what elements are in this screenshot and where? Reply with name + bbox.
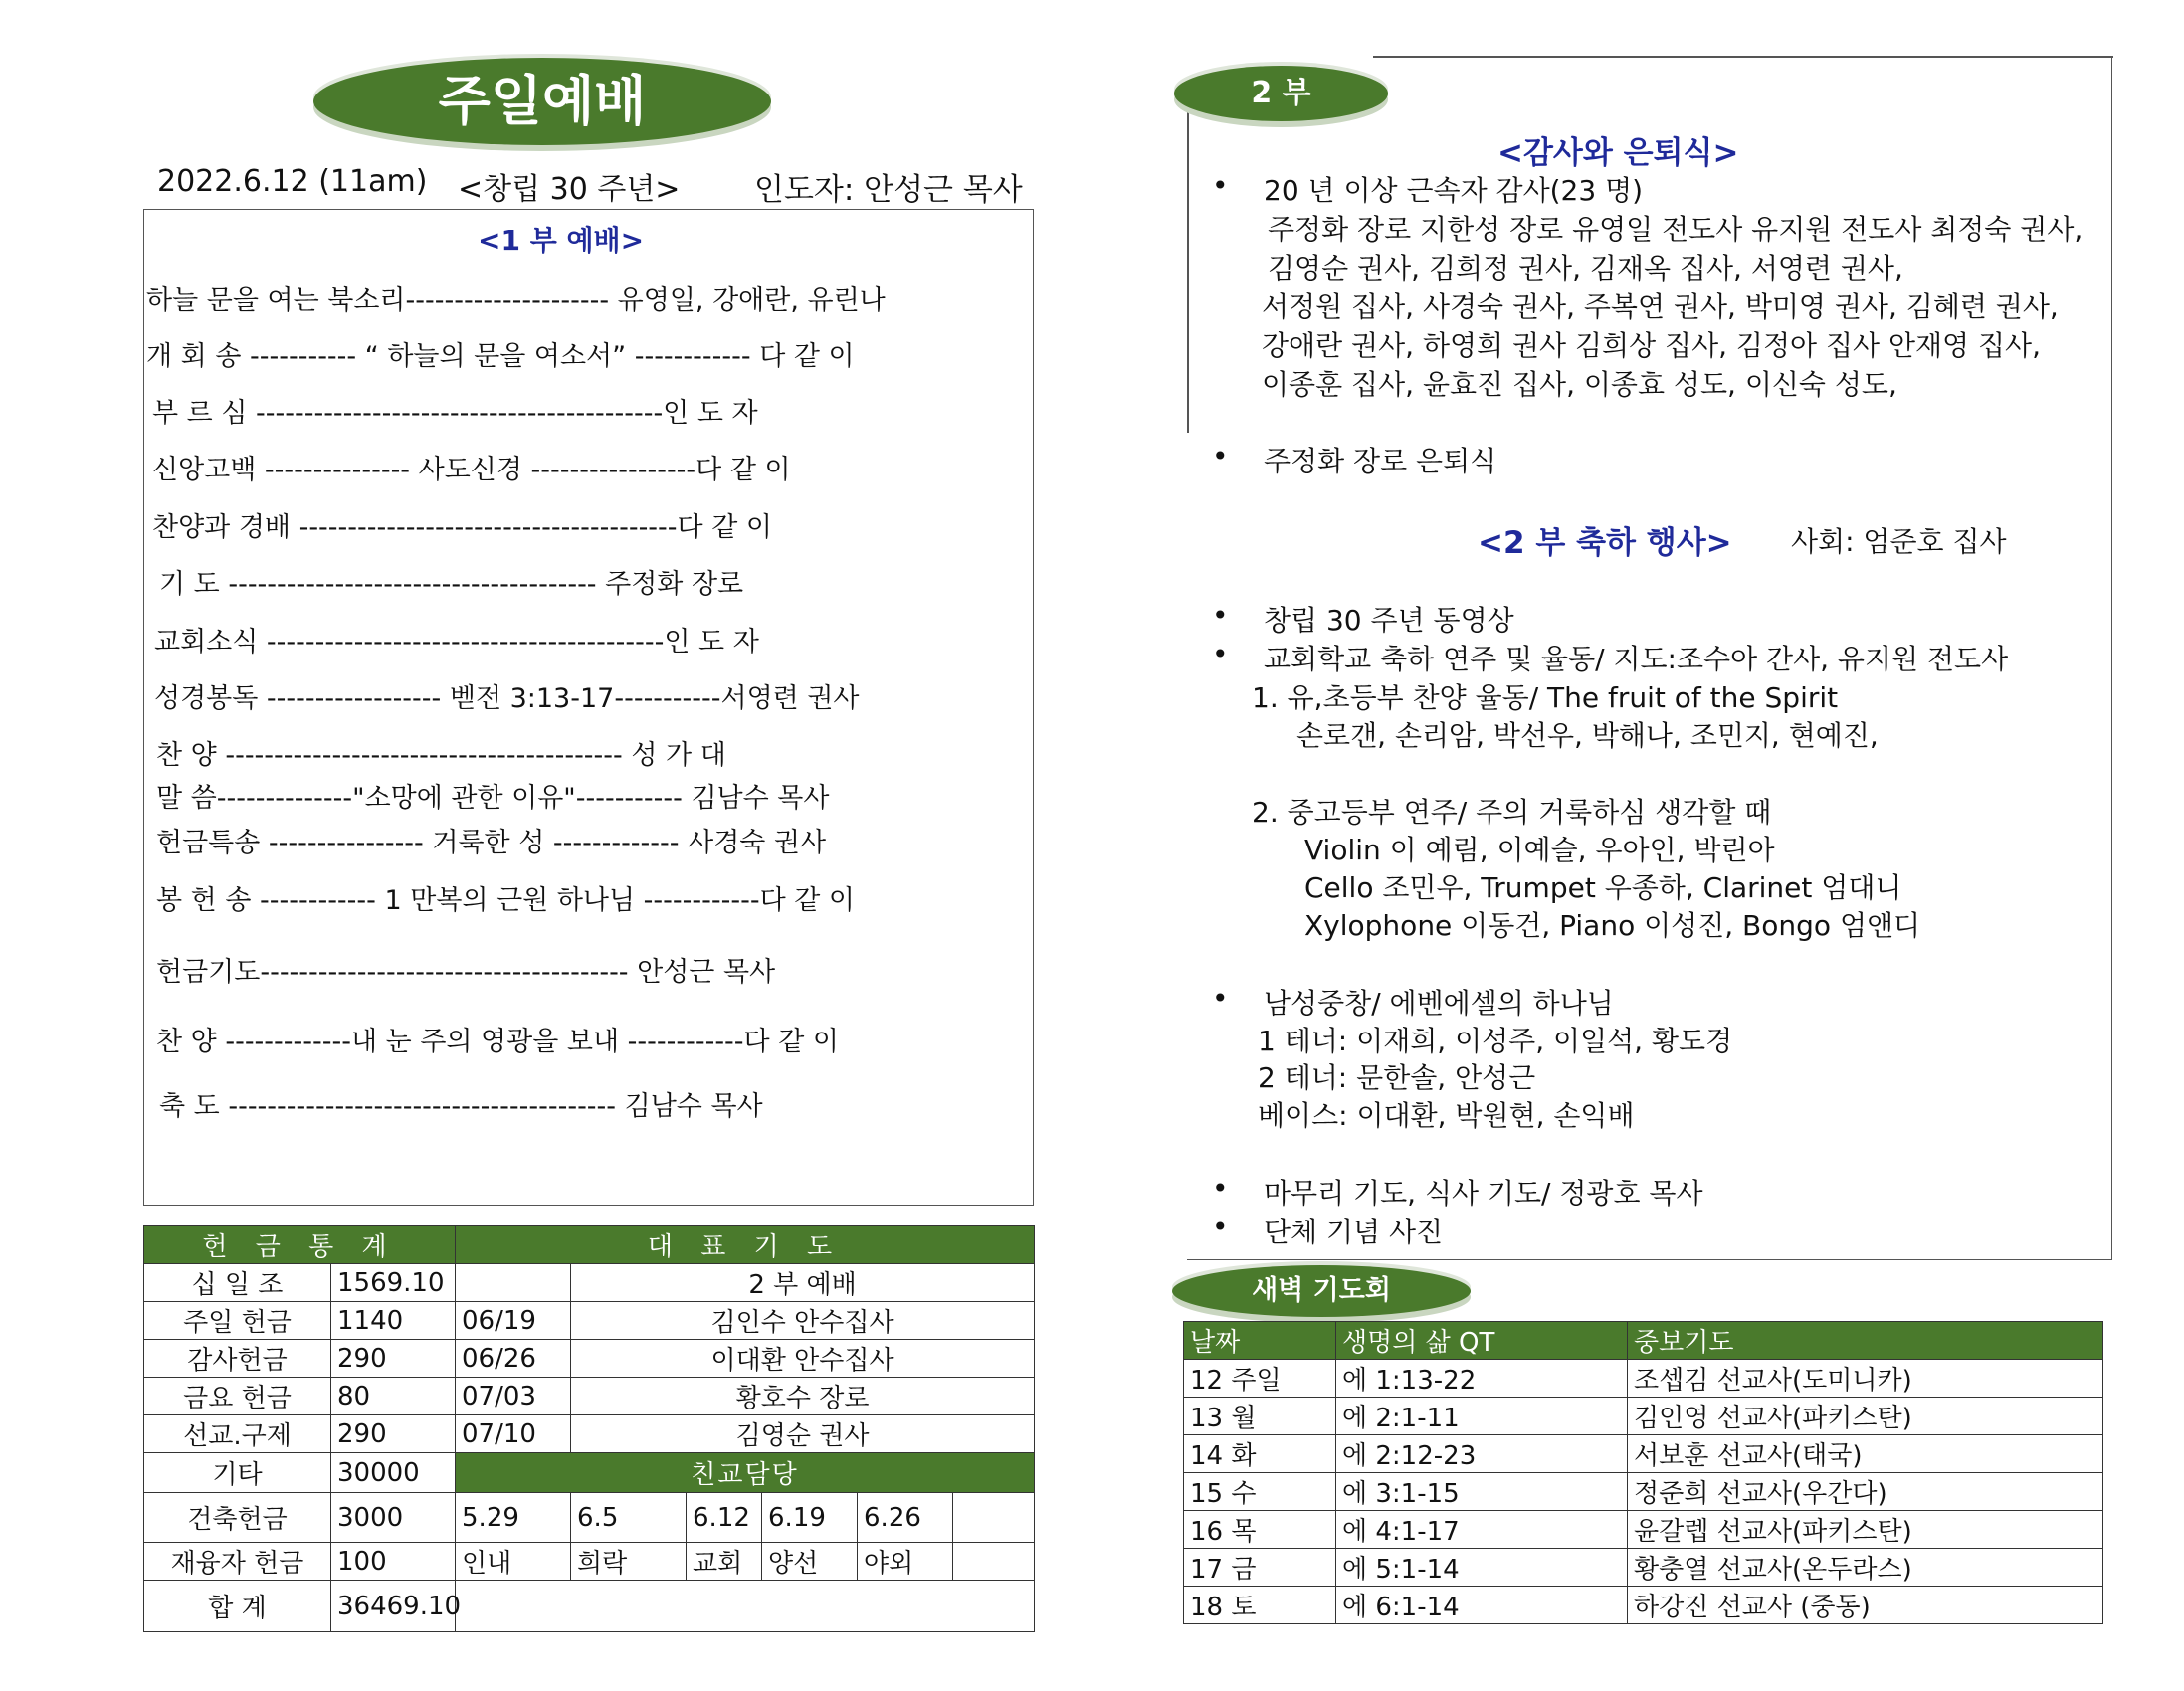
- table-row: [1184, 1435, 2103, 1473]
- order-item: 찬 양 ----------------------------------------- 성 가 대: [156, 740, 726, 771]
- event-item: 창립 30 주년 동영상: [1264, 604, 1514, 637]
- order-item: 찬 양 -------------내 눈 주의 영광을 보내 ------------다 같 이: [156, 1027, 839, 1057]
- dawn-date: 16 목: [1184, 1511, 1336, 1549]
- event-sub-names: Cello 조민우, Trumpet 우종하, Clarinet 엄대니: [1304, 871, 1902, 904]
- order-item: 신앙고백 --------------- 사도신경 -----------------다 같 이: [152, 455, 791, 485]
- offering-label: 십 일 조: [144, 1264, 331, 1302]
- offering-value: 3000: [331, 1493, 456, 1543]
- dawn-intercession: 정준희 선교사(우간다): [1628, 1473, 2103, 1511]
- part2-label: 2 부: [1251, 76, 1311, 110]
- offering-label: 금요 헌금: [144, 1378, 331, 1415]
- event-item: 교회학교 축하 연주 및 율동/ 지도:조수아 간사, 유지원 전도사: [1264, 643, 2009, 675]
- prayer-header: 대 표 기 도: [456, 1226, 1035, 1264]
- dawn-col-qt: 생명의 삶 QT: [1336, 1322, 1628, 1360]
- dawn-qt: 에 2:1-11: [1336, 1398, 1628, 1435]
- order-item: 봉 헌 송 ------------ 1 만복의 근원 하나님 ------------다 같 이: [156, 885, 855, 916]
- event-item: 단체 기념 사진: [1264, 1216, 1444, 1248]
- fellowship-name: 양선: [762, 1543, 858, 1581]
- offering-value: 100: [331, 1543, 456, 1581]
- order-item: 성경봉독 ------------------ 벧전 3:13-17-----------서영련 권사: [154, 683, 860, 714]
- dawn-date: 13 월: [1184, 1398, 1336, 1435]
- event-sub-names: Xylophone 이동건, Piano 이성진, Bongo 엄앤디: [1304, 909, 1921, 942]
- offering-label: 재융자 헌금: [144, 1543, 331, 1581]
- prayer-name: 이대환 안수집사: [571, 1340, 1035, 1378]
- offering-label: 선교.구제: [144, 1415, 331, 1453]
- host-label: 사회: 엄준호 집사: [1791, 525, 2007, 558]
- dawn-col-date: 날짜: [1184, 1322, 1336, 1360]
- prayer-name: 김인수 안수집사: [571, 1302, 1035, 1340]
- event-item: 마무리 기도, 식사 기도/ 정광호 목사: [1264, 1177, 1703, 1210]
- section-1-heading: <1 부 예배>: [478, 224, 645, 257]
- dawn-qt: 에 2:12-23: [1336, 1435, 1628, 1473]
- fellowship-date: 5.29: [456, 1493, 571, 1543]
- choir-names: 2 테너: 문한솔, 안성근: [1258, 1061, 1536, 1094]
- fellowship-date: 6.26: [858, 1493, 953, 1543]
- dawn-date: 18 토: [1184, 1587, 1336, 1624]
- part2-badge: [1174, 66, 1388, 121]
- honoree-names: 주정화 장로 지한성 장로 유영일 전도사 유지원 전도사 최정숙 권사,: [1268, 213, 2084, 246]
- title-banner: [313, 58, 771, 145]
- dawn-prayer-table: [1183, 1321, 2103, 1624]
- prayer-title: 2 부 예배: [571, 1264, 1035, 1302]
- fellowship-name: 인내: [456, 1543, 571, 1581]
- dawn-intercession: 윤갈렙 선교사(파키스탄): [1628, 1511, 2103, 1549]
- bullet-icon: •: [1212, 440, 1229, 472]
- fellowship-date: 6.12: [687, 1493, 762, 1543]
- order-item: 하늘 문을 여는 북소리--------------------- 유영일, 강애란, 유린나: [146, 285, 886, 316]
- bullet-icon: •: [1212, 1172, 1229, 1205]
- table-row: [1184, 1473, 2103, 1511]
- choir-names: 베이스: 이대환, 박원현, 손익배: [1258, 1099, 1635, 1132]
- dawn-intercession: 하강진 선교사 (중동): [1628, 1587, 2103, 1624]
- offering-value: 290: [331, 1415, 456, 1453]
- event-sub-item: 1. 유,초등부 찬양 율동/ The fruit of the Spirit: [1252, 681, 1839, 714]
- dawn-qt: 에 3:1-15: [1336, 1473, 1628, 1511]
- dawn-qt: 에 4:1-17: [1336, 1511, 1628, 1549]
- table-row: [1184, 1398, 2103, 1435]
- service-date: 2022.6.12 (11am): [157, 164, 428, 199]
- offering-value: 80: [331, 1378, 456, 1415]
- bullet-icon: •: [1212, 638, 1229, 670]
- order-item: 헌금특송 ---------------- 거룩한 성 ------------- 사경숙 권사: [156, 828, 827, 858]
- honoree-names: 강애란 권사, 하영희 권사 김희상 집사, 김정아 집사 안재영 집사,: [1262, 329, 2042, 362]
- table-row: [1184, 1360, 2103, 1398]
- event-item: 남성중창/ 에벤에셀의 하나님: [1264, 987, 1614, 1020]
- offering-value: 30000: [331, 1453, 456, 1493]
- table-row: [1184, 1511, 2103, 1549]
- offering-value: 290: [331, 1340, 456, 1378]
- dawn-date: 12 주일: [1184, 1360, 1336, 1398]
- fellowship-name: 야외: [858, 1543, 953, 1581]
- offering-value: 1569.10: [331, 1264, 456, 1302]
- dawn-qt: 에 6:1-14: [1336, 1587, 1628, 1624]
- order-item: 교회소식 -----------------------------------------인 도 자: [154, 627, 759, 658]
- offering-total-label: 합 계: [144, 1581, 331, 1632]
- offering-label: 건축헌금: [144, 1493, 331, 1543]
- page-title: 주일예배: [438, 70, 647, 132]
- dawn-qt: 에 1:13-22: [1336, 1360, 1628, 1398]
- prayer-date: 06/19: [456, 1302, 571, 1340]
- order-item: 부 르 심 ------------------------------------------인 도 자: [152, 398, 758, 429]
- right-left-rule: [1187, 94, 1189, 433]
- choir-names: 1 테너: 이재희, 이성주, 이일석, 황도경: [1258, 1025, 1733, 1057]
- bullet-icon: •: [1212, 1211, 1229, 1243]
- dawn-intercession: 조셉김 선교사(도미니카): [1628, 1360, 2103, 1398]
- prayer-name: 황호수 장로: [571, 1378, 1035, 1415]
- fellowship-header: 친교담당: [456, 1453, 1035, 1493]
- dawn-date: 17 금: [1184, 1549, 1336, 1587]
- dawn-prayer-label: 새벽 기도회: [1252, 1275, 1391, 1306]
- anniversary-label: <창립 30 주년>: [458, 172, 681, 207]
- thanks-item: 20 년 이상 근속자 감사(23 명): [1264, 174, 1644, 207]
- prayer-name: 김영순 권사: [571, 1415, 1035, 1453]
- dawn-intercession: 김인영 선교사(파키스탄): [1628, 1398, 2103, 1435]
- offering-label: 감사헌금: [144, 1340, 331, 1378]
- offering-value: 1140: [331, 1302, 456, 1340]
- event-sub-names: Violin 이 예림, 이예슬, 우아인, 박린아: [1304, 834, 1775, 866]
- table-row: [1184, 1587, 2103, 1624]
- fellowship-date: 6.5: [571, 1493, 687, 1543]
- order-item: 기 도 -------------------------------------- 주정화 장로: [159, 569, 744, 600]
- dawn-intercession: 서보훈 선교사(태국): [1628, 1435, 2103, 1473]
- dawn-date: 14 화: [1184, 1435, 1336, 1473]
- fellowship-name: 교회: [687, 1543, 762, 1581]
- prayer-date: 06/26: [456, 1340, 571, 1378]
- prayer-date: 07/03: [456, 1378, 571, 1415]
- retirement-item: 주정화 장로 은퇴식: [1264, 445, 1497, 477]
- order-item: 찬양과 경배 ---------------------------------------다 같 이: [152, 512, 772, 543]
- order-item: 말 씀--------------"소망에 관한 이유"----------- 김남수 목사: [156, 783, 830, 814]
- offering-table: [143, 1225, 1035, 1632]
- table-row: [1184, 1549, 2103, 1587]
- dawn-date: 15 수: [1184, 1473, 1336, 1511]
- order-item: 헌금기도-------------------------------------- 안성근 목사: [156, 957, 776, 988]
- offering-label: 주일 헌금: [144, 1302, 331, 1340]
- honoree-names: 김영순 권사, 김희정 권사, 김재옥 집사, 서영련 권사,: [1268, 252, 1903, 284]
- event-sub-names: 손로갠, 손리암, 박선우, 박해나, 조민지, 현예진,: [1296, 719, 1879, 752]
- celebration-heading: <2 부 축하 행사>: [1478, 525, 1732, 561]
- offering-total-value: 36469.10: [331, 1581, 456, 1632]
- dawn-intercession: 황충열 선교사(온두라스): [1628, 1549, 2103, 1587]
- fellowship-name: 희락: [571, 1543, 687, 1581]
- dawn-col-intercession: 중보기도: [1628, 1322, 2103, 1360]
- prayer-date: 07/10: [456, 1415, 571, 1453]
- order-item: 축 도 ---------------------------------------- 김남수 목사: [159, 1091, 763, 1122]
- bullet-icon: •: [1212, 599, 1229, 632]
- fellowship-date: 6.19: [762, 1493, 858, 1543]
- dawn-prayer-badge: [1172, 1265, 1471, 1317]
- offering-header: 헌 금 통 계: [144, 1226, 456, 1264]
- event-sub-item: 2. 중고등부 연주/ 주의 거룩하심 생각할 때: [1252, 796, 1772, 829]
- bullet-icon: •: [1212, 169, 1229, 202]
- honoree-names: 이종훈 집사, 윤효진 집사, 이종효 성도, 이신숙 성도,: [1262, 368, 1897, 401]
- bullet-icon: •: [1212, 982, 1229, 1015]
- thanks-heading: <감사와 은퇴식>: [1497, 135, 1739, 171]
- honoree-names: 서정원 집사, 사경숙 권사, 주복연 권사, 박미영 권사, 김혜련 권사,: [1262, 290, 2059, 323]
- order-item: 개 회 송 ----------- “ 하늘의 문을 여소서” ------------ 다 같 이: [146, 341, 855, 372]
- dawn-qt: 에 5:1-14: [1336, 1549, 1628, 1587]
- offering-label: 기타: [144, 1453, 331, 1493]
- leader-label: 인도자: 안성근 목사: [754, 172, 1023, 208]
